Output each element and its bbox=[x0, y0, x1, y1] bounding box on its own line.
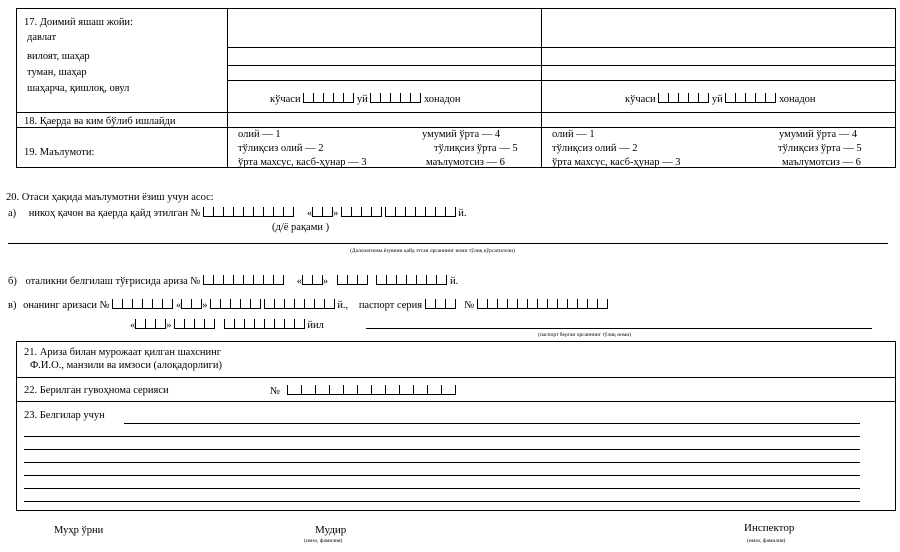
a-number-cells bbox=[203, 207, 294, 219]
notes-line-1 bbox=[24, 436, 860, 437]
b-month-cells bbox=[337, 275, 368, 287]
a-year-cells bbox=[385, 207, 456, 219]
b-label: б) bbox=[8, 276, 17, 287]
notes-line-2 bbox=[24, 449, 860, 450]
row17-title: 17. Доимий яшаш жойи: bbox=[24, 17, 133, 28]
row-line-5 bbox=[16, 127, 896, 128]
b-year-cells bbox=[376, 275, 447, 287]
flat-label: хонадон bbox=[778, 94, 816, 105]
c-label: в) bbox=[8, 300, 17, 311]
col-divider-1 bbox=[227, 8, 228, 168]
a-hint: (д/ё рақами ) bbox=[272, 222, 330, 233]
a-text: никоҳ қачон ва қаерда қайд этилган № bbox=[28, 208, 201, 219]
edu-higher-right: олий — 1 bbox=[552, 129, 595, 140]
c2-yil: йил bbox=[307, 320, 324, 331]
house-cells bbox=[725, 93, 776, 105]
c2-day-cells bbox=[135, 319, 166, 331]
bottom-row-line-2 bbox=[16, 401, 896, 402]
row21-line1: 21. Ариза билан мурожаат қилган шахснинг bbox=[24, 347, 222, 358]
section20-title: 20. Отаси ҳақида маълумотни ёзиш учун асос: bbox=[6, 192, 214, 203]
a-year-suffix: й. bbox=[458, 208, 467, 219]
row17-village: шаҳарча, қишлоқ, овул bbox=[27, 83, 130, 94]
house-label: уй bbox=[711, 94, 723, 105]
notes-line-6 bbox=[24, 501, 860, 502]
a-organ-note: (Далолатнома ёзувини қайд этган органнинг номи тўлиқ кўрсатилсин) bbox=[350, 248, 515, 254]
edu-special-right: ўрта махсус, касб-ҳунар — 3 bbox=[552, 157, 681, 168]
head-signature: Мудир bbox=[315, 524, 347, 536]
edu-incomplete-general-right: тўлиқсиз ўрта — 5 bbox=[778, 143, 862, 154]
flat-label: хонадон bbox=[423, 94, 461, 105]
notes-line-5 bbox=[24, 488, 860, 489]
street-label: кўчаси bbox=[270, 94, 301, 105]
passport-organ-line bbox=[366, 328, 872, 329]
col-divider-2 bbox=[541, 8, 542, 168]
row22-label: 22. Берилган гувоҳнома серияси bbox=[24, 385, 169, 396]
edu-higher-left: олий — 1 bbox=[238, 129, 281, 140]
house-label: уй bbox=[356, 94, 368, 105]
row22-num-label: № bbox=[270, 386, 281, 397]
row17-country: давлат bbox=[27, 32, 57, 43]
passport-organ-note: (паспорт берган органнинг тўлиқ номи) bbox=[538, 332, 632, 338]
a-organ-line bbox=[8, 243, 888, 244]
edu-special-left: ўрта махсус, касб-ҳунар — 3 bbox=[238, 157, 367, 168]
edu-incomplete-higher-right: тўлиқсиз олий — 2 bbox=[552, 143, 638, 154]
row22-number bbox=[270, 385, 456, 397]
notes-line-3 bbox=[24, 462, 860, 463]
edu-incomplete-general-left: тўлиқсиз ўрта — 5 bbox=[434, 143, 518, 154]
passport-series-cells bbox=[425, 299, 456, 311]
passport-label: паспорт серия bbox=[358, 300, 423, 311]
edu-incomplete-higher-left: тўлиқсиз олий — 2 bbox=[238, 143, 324, 154]
row23-label: 23. Белгилар учун bbox=[24, 410, 105, 421]
edu-general-left: умумий ўрта — 4 bbox=[422, 129, 501, 140]
certificate-number-cells bbox=[287, 385, 456, 397]
c2-month-cells bbox=[174, 319, 215, 331]
inspector-signature: Инспектор bbox=[744, 522, 795, 534]
row17-district: туман, шаҳар bbox=[27, 67, 87, 78]
passport-num-label: № bbox=[464, 300, 475, 311]
row17-region: вилоят, шаҳар bbox=[27, 51, 90, 62]
notes-line-0 bbox=[124, 423, 860, 424]
street-cells bbox=[303, 93, 354, 105]
edu-none-right: маълумотсиз — 6 bbox=[782, 157, 861, 168]
edu-none-left: маълумотсиз — 6 bbox=[426, 157, 505, 168]
street-label: кўчаси bbox=[625, 94, 656, 105]
passport-number-cells bbox=[477, 299, 608, 311]
c-year-cells bbox=[264, 299, 335, 311]
b-year-suffix: й. bbox=[450, 276, 459, 287]
c2-year-cells bbox=[224, 319, 305, 331]
row21-line2: Ф.И.О., манзили ва имзоси (алоқадорлиги) bbox=[30, 360, 223, 371]
address-street-left bbox=[270, 93, 461, 105]
section20-c: в) онанинг аризаси № « » й., паспорт серия № bbox=[8, 299, 608, 311]
c-day-cells bbox=[181, 299, 202, 311]
a-day-cells bbox=[312, 207, 333, 219]
c-number-cells bbox=[112, 299, 173, 311]
a-month-cells bbox=[341, 207, 382, 219]
edu-general-right: умумий ўрта — 4 bbox=[779, 129, 858, 140]
row-line-3 bbox=[227, 80, 896, 81]
c-month-cells bbox=[210, 299, 261, 311]
section20-a: а) никоҳ қачон ва қаерда қайд этилган № « » й. bbox=[8, 208, 467, 219]
row-line-2 bbox=[227, 65, 896, 66]
house-cells bbox=[370, 93, 421, 105]
seal-place: Муҳр ўрни bbox=[54, 525, 104, 536]
notes-line-4 bbox=[24, 475, 860, 476]
a-label: а) bbox=[8, 208, 17, 219]
b-text: оталикни белгилаш тўғрисида ариза № bbox=[25, 276, 201, 287]
b-day-cells bbox=[302, 275, 323, 287]
c-year-suffix: й., bbox=[337, 300, 349, 311]
head-signature-note: (имзо, фамилия) bbox=[304, 538, 343, 544]
street-cells bbox=[658, 93, 709, 105]
section20-b: б) оталикни белгилаш тўғрисида ариза № « » й. bbox=[8, 276, 459, 287]
bottom-row-line-1 bbox=[16, 377, 896, 378]
row18-label: 18. Қаерда ва ким бўлиб ишлайди bbox=[24, 116, 176, 127]
c-text: онанинг аризаси № bbox=[23, 300, 110, 311]
b-number-cells bbox=[203, 275, 284, 287]
section20-c-line2: « » йил bbox=[130, 320, 324, 331]
inspector-signature-note: (имзо, фамилия) bbox=[747, 538, 786, 544]
row-line-4 bbox=[16, 112, 896, 113]
address-street-right bbox=[625, 93, 816, 105]
row-line-1 bbox=[227, 47, 896, 48]
row19-label: 19. Маълумоти: bbox=[24, 147, 95, 158]
